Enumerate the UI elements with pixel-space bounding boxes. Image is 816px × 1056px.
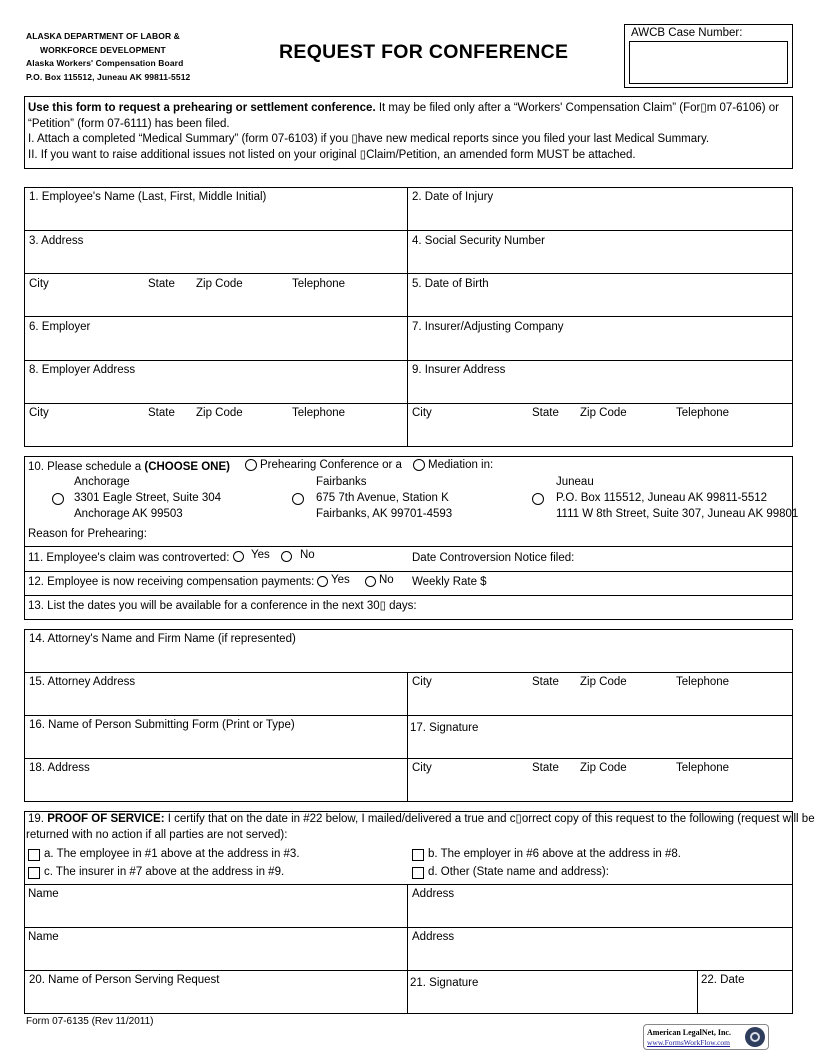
location-city: Fairbanks	[316, 476, 367, 488]
submitter-telephone-field[interactable]: Telephone	[676, 762, 730, 774]
attorney-zip-field[interactable]: Zip Code	[580, 676, 627, 688]
logo-ring-icon	[750, 1032, 760, 1042]
receiving-yes-label: Yes	[331, 574, 350, 586]
controverted-no-radio[interactable]	[281, 551, 292, 562]
opt-d-label: d. Other (State name and address):	[428, 866, 609, 878]
location-address: Fairbanks, AK 99701-4593	[316, 508, 453, 520]
page-title: REQUEST FOR CONFERENCE	[279, 41, 569, 63]
attorney-telephone-field[interactable]: Telephone	[676, 676, 730, 688]
served-name-field[interactable]: Name	[28, 931, 59, 943]
instructions-line: II. If you want to raise additional issues not listed on your original ▯Claim/Petition, an amended form MUST be attached.	[28, 148, 636, 161]
attorney-state-field[interactable]: State	[532, 676, 559, 688]
submitter-state-field[interactable]: State	[532, 762, 559, 774]
served-address-field[interactable]: Address	[412, 931, 455, 943]
opt-c-label: c. The insurer in #7 above at the address in #9.	[44, 866, 285, 878]
receiving-no-radio[interactable]	[365, 576, 376, 587]
location-city: Anchorage	[74, 476, 130, 488]
serving-signature-field[interactable]: 21. Signature	[410, 977, 479, 989]
instructions-lead: Use this form to request a prehearing or settlement conference.	[28, 102, 376, 114]
submitter-signature-field[interactable]: 17. Signature	[410, 722, 479, 734]
opt-a-checkbox[interactable]	[28, 849, 40, 861]
logo-url[interactable]: www.FormsWorkFlow.com	[647, 1038, 731, 1047]
address-field[interactable]: 3. Address	[29, 235, 84, 247]
employer-zip-field[interactable]: Zip Code	[196, 407, 243, 419]
receiving-no-label: No	[379, 574, 394, 586]
receiving-yes-radio[interactable]	[317, 576, 328, 587]
opt-d-checkbox[interactable]	[412, 867, 424, 879]
location-city: Juneau	[556, 476, 594, 488]
insurer-field[interactable]: 7. Insurer/Adjusting Company	[412, 321, 564, 333]
controverted-no-label: No	[300, 549, 315, 561]
city-field[interactable]: City	[29, 278, 49, 290]
employer-city-field[interactable]: City	[29, 407, 49, 419]
agency-line: P.O. Box 115512, Juneau AK 99811-5512	[26, 71, 191, 82]
controverted-yes-radio[interactable]	[233, 551, 244, 562]
case-number-input[interactable]	[629, 41, 788, 84]
location-address: P.O. Box 115512, Juneau AK 99811-5512	[556, 492, 768, 504]
column-divider	[407, 187, 408, 447]
location-address: 3301 Eagle Street, Suite 304	[74, 492, 222, 504]
schedule-label: 10. Please schedule a (CHOOSE ONE)	[28, 461, 230, 473]
employer-state-field[interactable]: State	[148, 407, 175, 419]
fairbanks-radio[interactable]	[292, 493, 304, 505]
prehearing-label: Prehearing Conference or a	[260, 459, 402, 471]
agency-block	[26, 30, 190, 84]
submitter-zip-field[interactable]: Zip Code	[580, 762, 627, 774]
reason-field[interactable]: Reason for Prehearing:	[28, 528, 147, 540]
logo-company: American LegalNet, Inc.	[647, 1028, 731, 1037]
instructions-box	[24, 96, 793, 169]
employer-field[interactable]: 6. Employer	[29, 321, 91, 333]
instructions-lead-rest: It may be filed only after a “Workers' Compensation Claim” (For▯m 07-6106) or	[375, 102, 779, 114]
serving-date-field[interactable]: 22. Date	[701, 974, 745, 986]
agency-line: ALASKA DEPARTMENT OF LABOR &	[26, 31, 180, 41]
prehearing-radio[interactable]	[245, 459, 257, 471]
opt-a-label: a. The employee in #1 above at the address in #3.	[44, 848, 300, 860]
instructions-line: I. Attach a completed “Medical Summary” (form 07-6103) if you ▯have new medical reports since you filed your last Medical Summary.	[28, 133, 710, 145]
anchorage-radio[interactable]	[52, 493, 64, 505]
submitter-address-field[interactable]: 18. Address	[29, 762, 90, 774]
state-field[interactable]: State	[148, 278, 175, 290]
employer-telephone-field[interactable]: Telephone	[292, 407, 346, 419]
controverted-yes-label: Yes	[251, 549, 270, 561]
telephone-field[interactable]: Telephone	[292, 278, 346, 290]
submitter-city-field[interactable]: City	[412, 762, 432, 774]
receiving-comp-label: 12. Employee is now receiving compensation payments:	[28, 576, 315, 588]
opt-b-checkbox[interactable]	[412, 849, 424, 861]
location-address: 675 7th Avenue, Station K	[316, 492, 449, 504]
dates-available-field[interactable]: 13. List the dates you will be available for a conference in the next 30▯ days:	[28, 600, 417, 612]
mediation-radio[interactable]	[413, 459, 425, 471]
insurer-telephone-field[interactable]: Telephone	[676, 407, 730, 419]
serving-name-field[interactable]: 20. Name of Person Serving Request	[29, 974, 220, 986]
instructions-line: “Petition” (form 07-6111) has been filed.	[28, 117, 230, 130]
date-of-injury-field[interactable]: 2. Date of Injury	[412, 191, 494, 203]
weekly-rate-field[interactable]: Weekly Rate $	[412, 576, 487, 588]
attorney-name-field[interactable]: 14. Attorney's Name and Firm Name (if represented)	[29, 633, 296, 645]
insurer-zip-field[interactable]: Zip Code	[580, 407, 627, 419]
agency-line: Alaska Workers' Compensation Board	[26, 58, 184, 68]
submitter-name-field[interactable]: 16. Name of Person Submitting Form (Print or Type)	[29, 719, 295, 731]
insurer-state-field[interactable]: State	[532, 407, 559, 419]
location-address: 1111 W 8th Street, Suite 307, Juneau AK 99801	[556, 508, 799, 520]
controversion-date-field[interactable]: Date Controversion Notice filed:	[412, 552, 575, 564]
insurer-address-field[interactable]: 9. Insurer Address	[412, 364, 506, 376]
ssn-field[interactable]: 4. Social Security Number	[412, 235, 545, 247]
employer-address-field[interactable]: 8. Employer Address	[29, 364, 136, 376]
proof-heading: 19. PROOF OF SERVICE: I certify that on the date in #22 below, I mailed/delivered a true and c▯orrect copy of this request to the following (request will be	[28, 813, 815, 825]
attorney-city-field[interactable]: City	[412, 676, 432, 688]
controverted-label: 11. Employee's claim was controverted:	[28, 552, 230, 564]
served-address-field[interactable]: Address	[412, 888, 455, 900]
opt-c-checkbox[interactable]	[28, 867, 40, 879]
juneau-radio[interactable]	[532, 493, 544, 505]
opt-b-label: b. The employer in #6 above at the address in #8.	[428, 848, 681, 860]
agency-line: WORKFORCE DEVELOPMENT	[40, 44, 166, 55]
mediation-label: Mediation in:	[428, 459, 494, 471]
attorney-address-field[interactable]: 15. Attorney Address	[29, 676, 136, 688]
case-number-label: AWCB Case Number:	[631, 27, 743, 39]
zip-field[interactable]: Zip Code	[196, 278, 243, 290]
insurer-city-field[interactable]: City	[412, 407, 432, 419]
employee-name-field[interactable]: 1. Employee's Name (Last, First, Middle Initial)	[29, 191, 267, 203]
location-address: Anchorage AK 99503	[74, 508, 183, 520]
served-name-field[interactable]: Name	[28, 888, 59, 900]
date-of-birth-field[interactable]: 5. Date of Birth	[412, 278, 489, 290]
form-number: Form 07-6135 (Rev 11/2011)	[26, 1016, 154, 1027]
proof-line: returned with no action if all parties are not served):	[26, 829, 288, 841]
